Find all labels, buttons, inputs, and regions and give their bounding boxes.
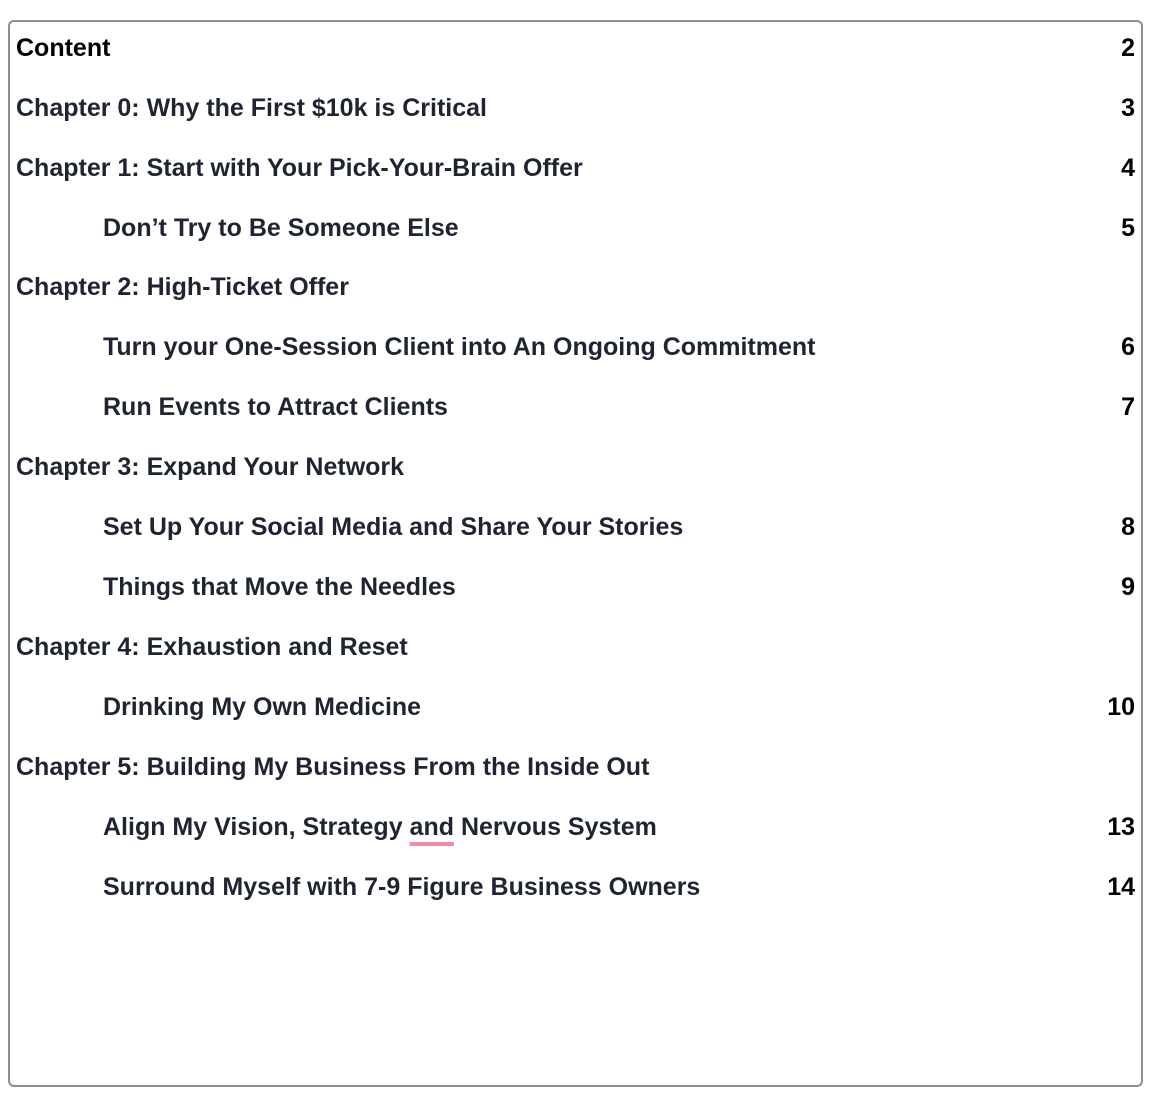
toc-entry-chapter-0[interactable]: [16, 90, 1135, 126]
toc-entry-ongoing-commitment[interactable]: [16, 329, 1135, 365]
toc-entry-page: 5: [1121, 213, 1135, 242]
toc-heading-page: 2: [1121, 33, 1135, 62]
toc-entry-chapter-2[interactable]: [16, 269, 1135, 305]
toc-entry-title: Chapter 0: Why the First $10k is Critical: [16, 93, 487, 122]
table-of-contents: [8, 20, 1143, 1087]
toc-entry-title-part: Align My Vision, Strategy: [103, 812, 410, 841]
toc-entry-page: 10: [1107, 692, 1135, 721]
toc-entry-title: [16, 813, 657, 842]
toc-entry-title: Chapter 2: High-Ticket Offer: [16, 272, 349, 301]
toc-entry-social-media[interactable]: [16, 509, 1135, 545]
toc-entry-page: 7: [1121, 392, 1135, 421]
toc-heading-title: Content: [16, 33, 111, 62]
toc-entry-page: 4: [1121, 153, 1135, 182]
toc-entry-chapter-1[interactable]: [16, 150, 1135, 186]
toc-entry-page: 3: [1121, 93, 1135, 122]
toc-entry-page: 14: [1107, 872, 1135, 901]
toc-entry-title: Drinking My Own Medicine: [103, 692, 422, 721]
toc-entry-chapter-5[interactable]: [16, 749, 1135, 785]
toc-entry-title: Chapter 4: Exhaustion and Reset: [16, 632, 408, 661]
toc-entry-title: Chapter 5: Building My Business From the Inside Out: [16, 752, 650, 781]
toc-entry-title: Surround Myself with 7-9 Figure Business Owners: [103, 872, 701, 901]
toc-entry-title: Things that Move the Needles: [103, 572, 456, 601]
toc-entry-run-events[interactable]: [16, 389, 1135, 425]
toc-entry-surround-myself[interactable]: [16, 869, 1135, 905]
toc-entry-title: Chapter 3: Expand Your Network: [16, 452, 405, 481]
spellcheck-flagged-word[interactable]: and: [409, 812, 454, 841]
toc-entry-own-medicine[interactable]: [16, 689, 1135, 725]
toc-entry-page: 6: [1121, 332, 1135, 361]
toc-heading: [16, 30, 1135, 66]
toc-entry-chapter-3[interactable]: [16, 449, 1135, 485]
toc-entry-title: Turn your One-Session Client into An Ongoing Commitment: [103, 332, 816, 361]
toc-entry-title: Set Up Your Social Media and Share Your Stories: [103, 512, 684, 541]
toc-entry-title: Run Events to Attract Clients: [103, 392, 448, 421]
toc-entry-align-vision[interactable]: [16, 809, 1135, 845]
toc-entry-page: 8: [1121, 512, 1135, 541]
toc-entry-page: 13: [1107, 812, 1135, 841]
toc-entry-someone-else[interactable]: [16, 210, 1135, 246]
toc-entry-chapter-4[interactable]: [16, 629, 1135, 665]
toc-entry-title: Chapter 1: Start with Your Pick-Your-Brain Offer: [16, 153, 583, 182]
toc-entry-move-needles[interactable]: [16, 569, 1135, 605]
toc-entry-title-part: Nervous System: [454, 812, 657, 841]
toc-entry-title: Don’t Try to Be Someone Else: [103, 213, 459, 242]
toc-entry-page: 9: [1121, 572, 1135, 601]
